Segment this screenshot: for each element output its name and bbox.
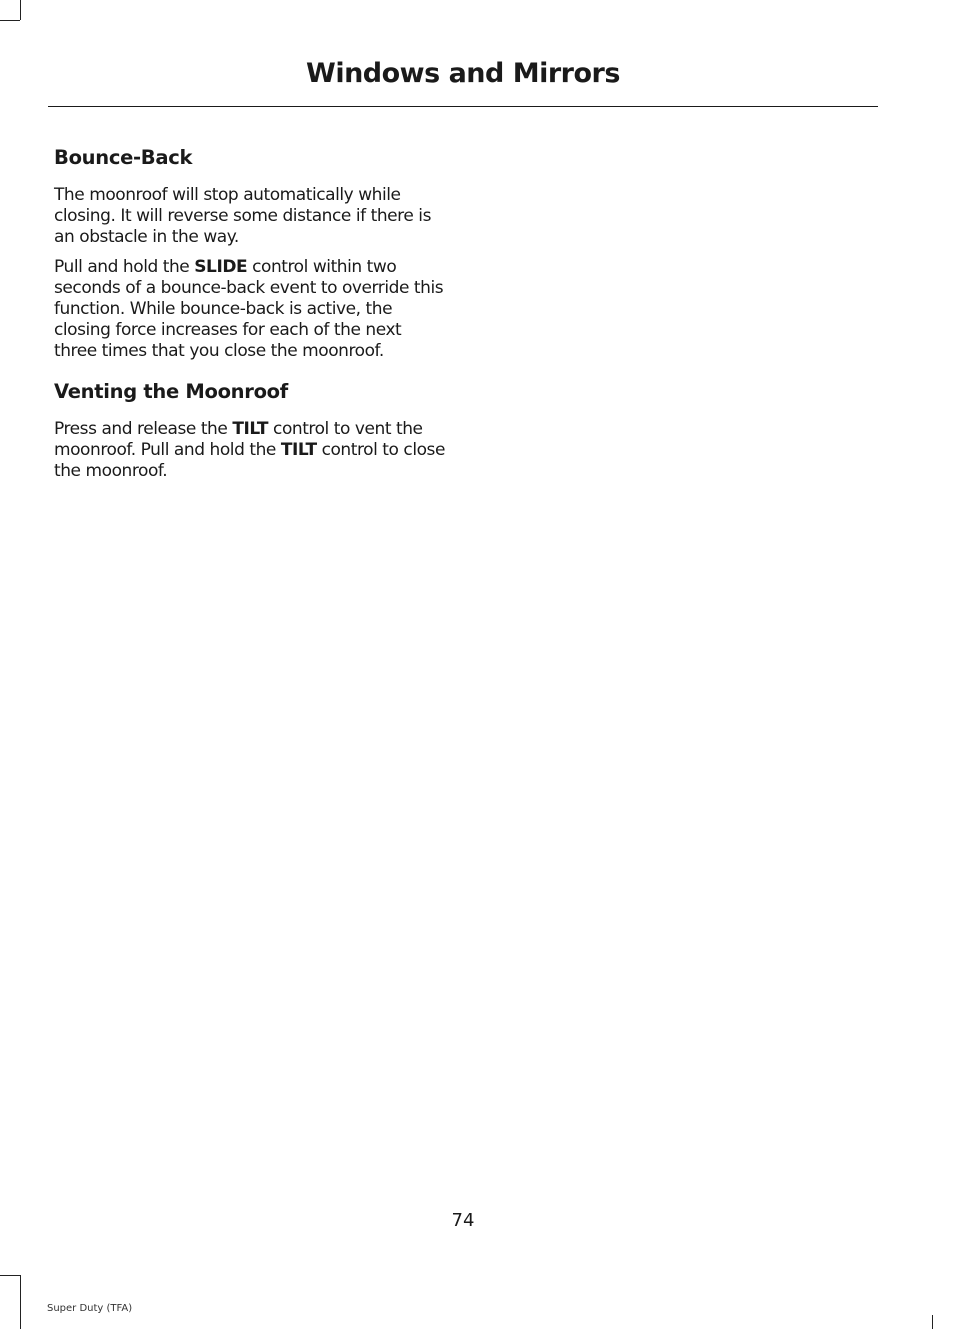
- paragraph-text: Pull and hold the: [54, 257, 195, 277]
- crop-mark-top-left-horizontal: [0, 20, 20, 21]
- content-column: [54, 144, 446, 498]
- paragraph-text: control within two seconds of a bounce-back event to override this function. While bounce-back is active, the closing force increases for each of the next three times that you close the moonroof.: [54, 257, 444, 361]
- section-heading: Bounce-Back: [54, 146, 193, 169]
- section-heading: Venting the Moonroof: [54, 380, 288, 403]
- crop-mark-bottom-left-tick: [20, 1315, 21, 1329]
- page-title: Windows and Mirrors: [306, 58, 620, 89]
- footer-model-label: Super Duty (TFA): [47, 1303, 133, 1314]
- title-divider: [48, 106, 878, 107]
- control-name-bold: TILT: [232, 419, 269, 439]
- crop-mark-bottom-left-horizontal: [0, 1275, 20, 1276]
- paragraph-text: Press and release the: [54, 419, 233, 439]
- control-name-bold: TILT: [280, 440, 317, 460]
- paragraph: [54, 257, 446, 362]
- crop-mark-top-left-vertical: [20, 0, 21, 20]
- paragraph-text: The moonroof will stop automatically while closing. It will reverse some distance if there is an obstacle in the way.: [54, 185, 431, 247]
- section-venting-moonroof: [54, 378, 446, 482]
- crop-mark-bottom-right-tick: [932, 1315, 933, 1329]
- paragraph: [54, 419, 446, 482]
- page-number: 74: [451, 1210, 475, 1231]
- control-name-bold: SLIDE: [194, 257, 248, 277]
- section-bounce-back: [54, 144, 446, 362]
- paragraph-text: control to vent the moonroof. Pull and hold the: [54, 419, 423, 460]
- paragraph: [54, 185, 446, 248]
- paragraph-text: control to close the moonroof.: [54, 440, 445, 481]
